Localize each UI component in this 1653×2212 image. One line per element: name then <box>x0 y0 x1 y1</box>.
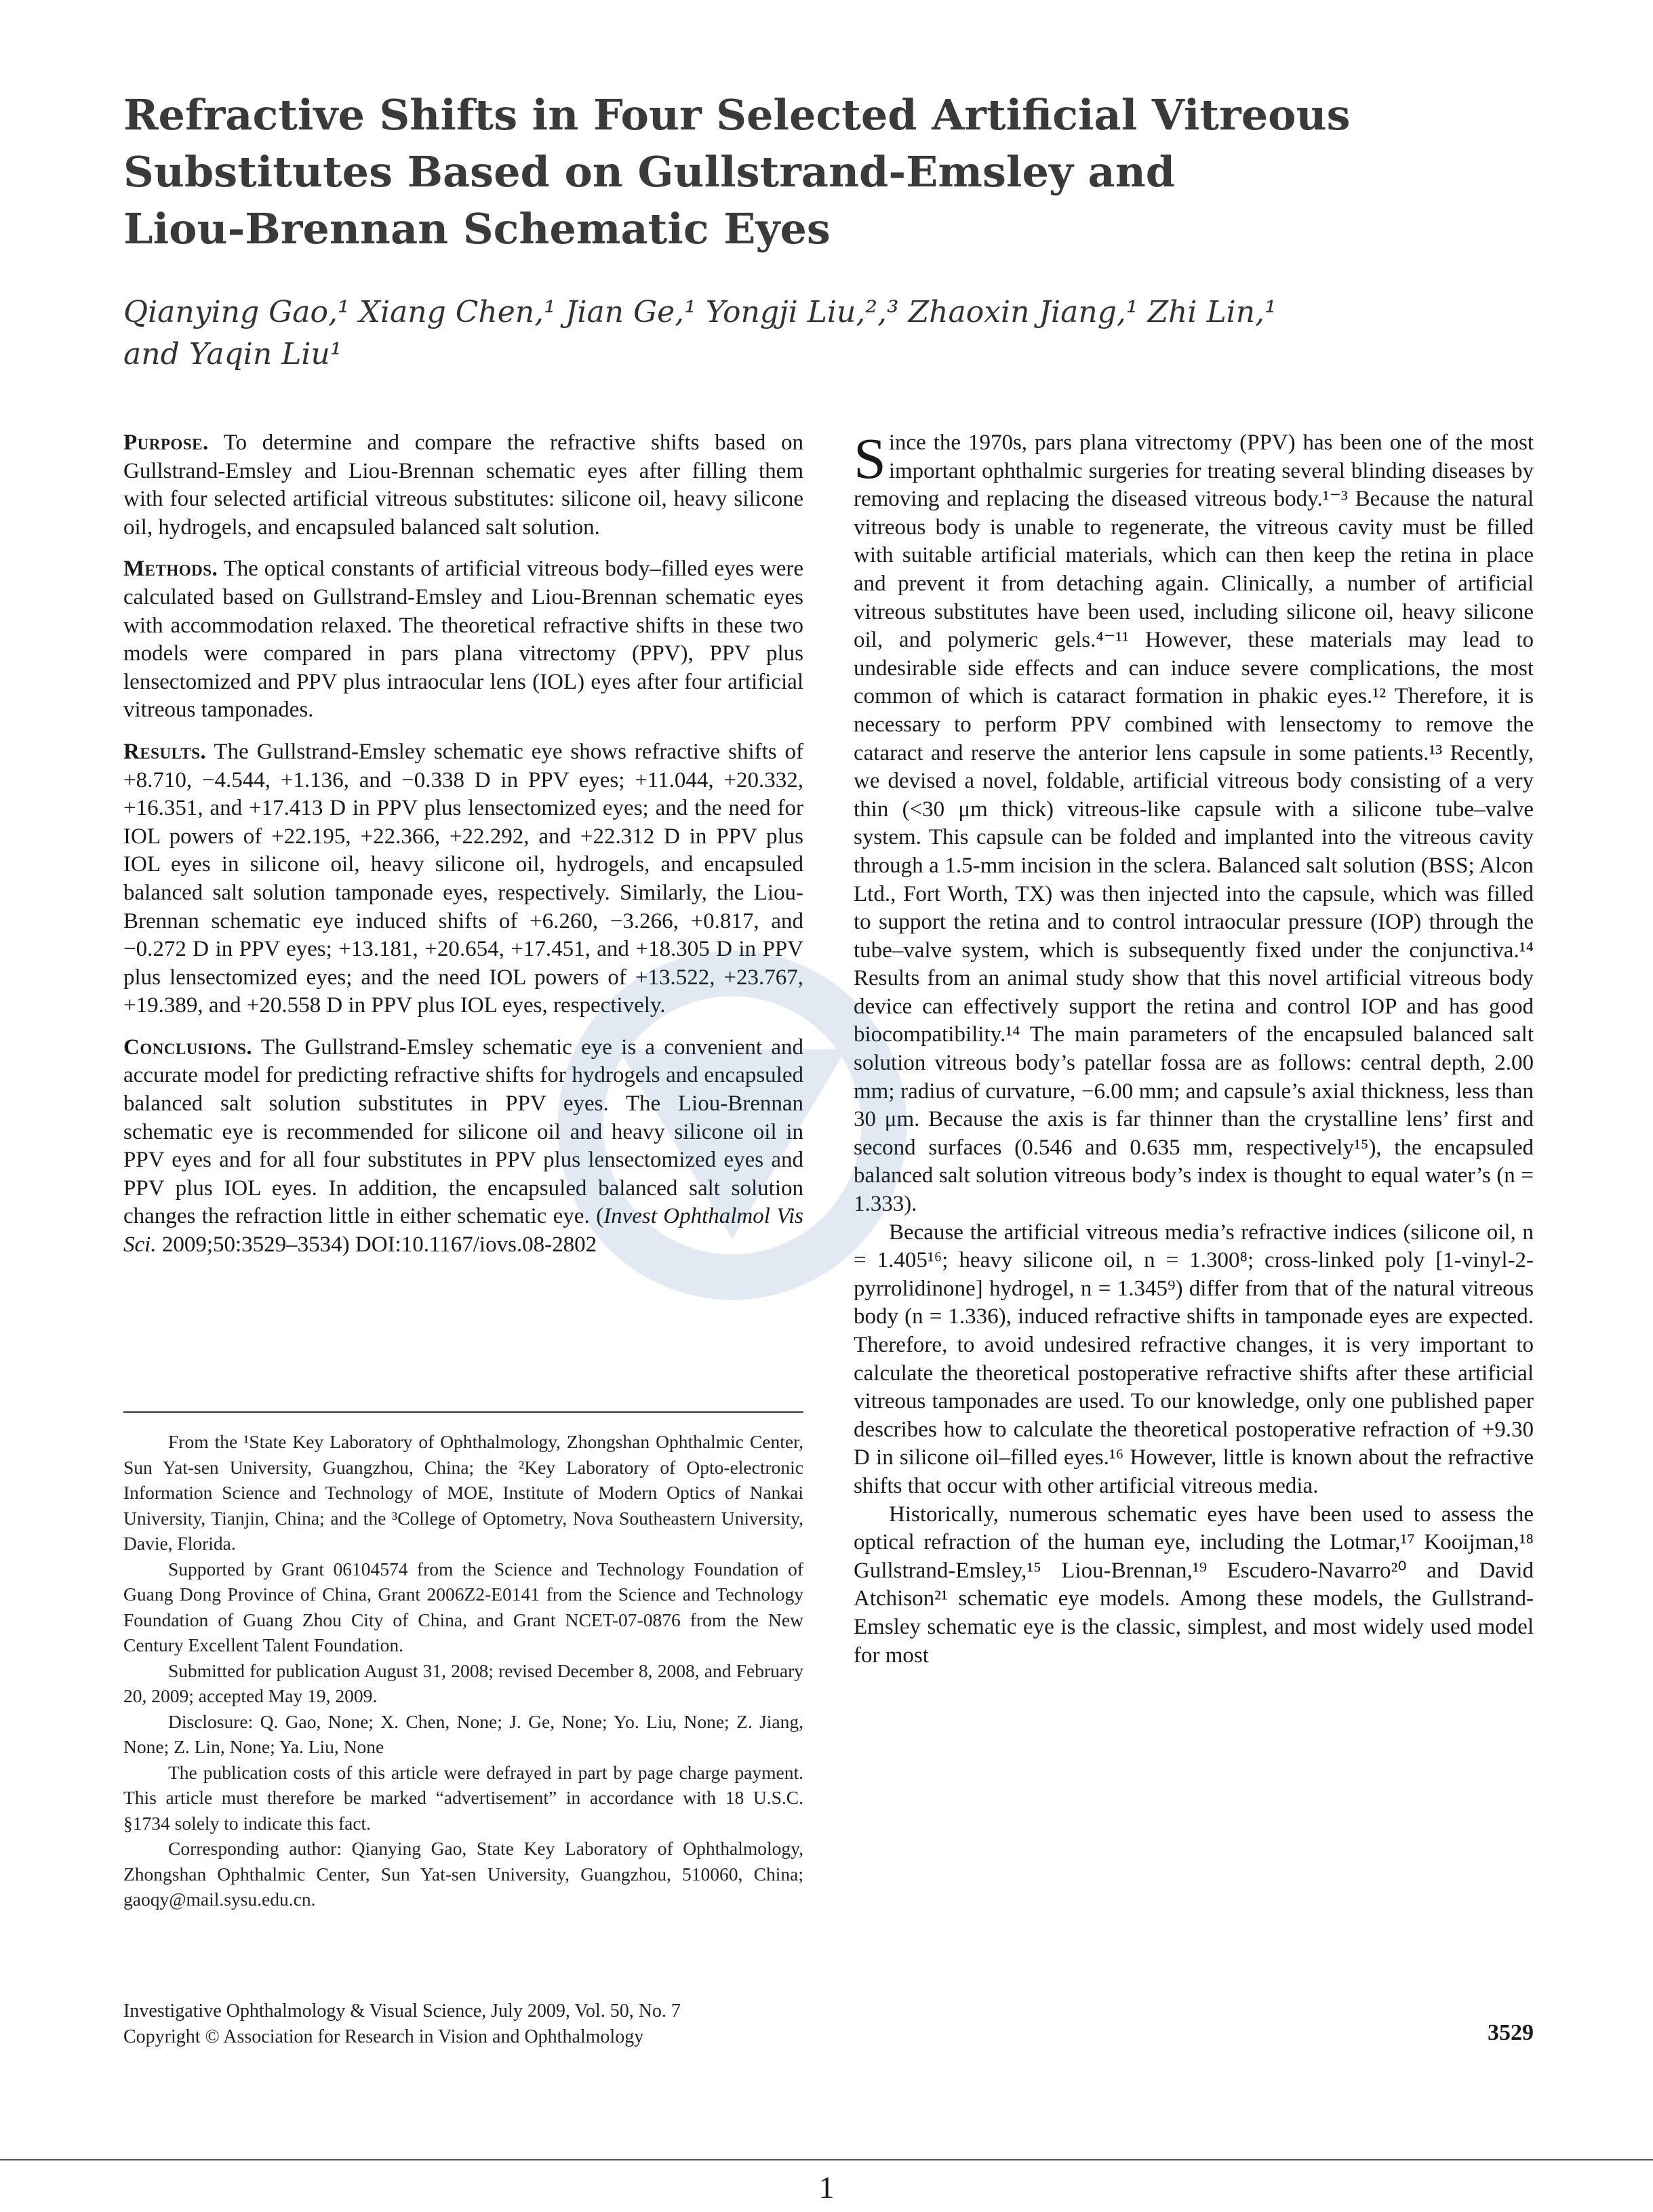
pdf-page-number: 1 <box>818 2170 835 2205</box>
conclusions-text: The Gullstrand-Emsley schematic eye is a convenient and accurate model for predicting refractive shifts for hydrogels and encapsuled balanced salt solution substitutes in PPV eyes. The Liou-Brennan schematic eye is recommended for silicone oil and heavy silicone oil in PPV eyes and for all four substitutes in PPV plus lensectomized eyes and PPV plus IOL eyes. In addition, the encapsuled balanced salt solution changes the refraction little in either schematic eye. ( <box>123 1034 803 1229</box>
footnote-corresponding-author: Corresponding author: Qianying Gao, State Key Laboratory of Ophthalmology, Zhongshan Ophthalmic Center, Sun Yat-sen University, Guangzhou, 510060, China; gaoqy@mail.sysu.edu.cn. <box>123 1838 803 1910</box>
journal-name: Investigative Ophthalmology & Visual Science, July 2009, Vol. 50, No. 7 <box>123 2000 681 2022</box>
purpose-label: Purpose. <box>123 430 209 455</box>
body-paragraph: Historically, numerous schematic eyes have been used to assess the optical refraction of the human eye, including the Lotmar,¹⁷ Kooijman,¹⁸ Gullstrand-Emsley,¹⁵ Liou-Brennan,¹⁹ Escudero-Navarro²⁰ and David Atchison²¹ schematic eye models. Among these models, the Gullstrand-Emsley schematic eye is the classic, simplest, and most widely used model for most <box>854 1502 1534 1668</box>
abstract-purpose <box>123 429 803 542</box>
viewer-page-divider <box>0 2159 1653 2160</box>
author-list <box>123 291 1547 376</box>
body-column <box>854 426 1534 1670</box>
page-number: 3529 <box>1488 2020 1534 2045</box>
abstract-methods <box>123 555 803 725</box>
title-line: Liou-Brennan Schematic Eyes <box>123 204 831 254</box>
methods-label: Methods. <box>123 557 218 582</box>
authors-line-2: and Yaqin Liu¹ <box>123 337 342 371</box>
copyright-notice: Copyright © Association for Research in Vision and Ophthalmology <box>123 2026 644 2047</box>
footnote-disclosure: Disclosure: Q. Gao, None; X. Chen, None; J. Ge, None; Yo. Liu, None; Z. Jiang, None; Z. Lin, None; Ya. Liu, None <box>123 1710 803 1757</box>
paragraph-text: ince the 1970s, pars plana vitrectomy (PPV) has been one of the most important ophthalmic surgeries for treating several blinding diseases by removing and replacing the diseased vitreous body.¹⁻³ Because the natural vitreous body is unable to regenerate, the vitreous cavity must be filled with suitable artificial materials, which can then keep the retina in place and prevent it from detaching again. Clinically, a number of artificial vitreous substitutes have been used, including silicone oil, heavy silicone oil, and polymeric gels.⁴⁻¹¹ However, these materials may lead to undesirable side effects and can induce severe complications, the most common of which is cataract formation in phakic eyes.¹² Therefore, it is necessary to perform PPV combined with lensectomy to remove the cataract and reserve the anterior lens capsule in some patients.¹³ Recently, we devised a novel, foldable, artificial vitreous body consisting of a very thin (<30 μm thick) vitreous-like capsule with a silicone tube–valve system. This capsule can be folded and implanted into the vitreous cavity through a 1.5-mm incision in the sclera. Balanced salt solution (BSS; Alcon Ltd., Fort Worth, TX) was then injected into the capsule, which was filled to support the retina and to control intraocular pressure (IOP) through the tube–valve system, which is subsequently fixed under the conjunctiva.¹⁴ Results from an animal study show that this novel artificial vitreous body device can effectively support the retina and control IOP and has good biocompatibility.¹⁴ The main parameters of the encapsuled balanced salt solution vitreous body’s patellar fossa are as follows: central depth, 2.00 mm; radius of curvature, −6.00 mm; and capsule’s axial thickness, less than 30 μm. Because the axis is far thinner than the crystalline lens’ first and second surfaces (0.546 and 0.635 mm, respectively¹⁵), the encapsuled balanced salt solution vitreous body’s index is thought to equal water’s (n = 1.333). <box>854 430 1534 1217</box>
conclusions-label: Conclusions. <box>123 1034 253 1060</box>
footnotes <box>123 1429 803 1912</box>
methods-text: The optical constants of artificial vitreous body–filled eyes were calculated based on Gullstrand-Emsley and Liou-Brennan schematic eyes with accommodation relaxed. The theoretical refractive shifts in these two models were compared in pars plana vitrectomy (PPV), PPV plus lensectomized and PPV plus intraocular lens (IOL) eyes after four artificial vitreous tamponades. <box>123 557 803 723</box>
body-paragraph <box>854 426 1534 1219</box>
citation-details: 2009;50:3529–3534) DOI:10.1167/iovs.08-2802 <box>156 1232 597 1258</box>
footnote-submitted: Submitted for publication August 31, 2008; revised December 8, 2008, and February 20, 2009; accepted May 19, 2009. <box>123 1660 803 1706</box>
authors-line-1: Qianying Gao,¹ Xiang Chen,¹ Jian Ge,¹ Yongji Liu,²,³ Zhaoxin Jiang,¹ Zhi Lin,¹ <box>123 295 1277 329</box>
abstract-conclusions <box>123 1034 803 1260</box>
journal-footer <box>123 1998 681 2050</box>
purpose-text: To determine and compare the refractive shifts based on Gullstrand-Emsley and Liou-Brennan schematic eyes after filling them with four selected artificial vitreous substitutes: silicone oil, heavy silicone oil, hydrogels, and encapsuled balanced salt solution. <box>123 430 803 540</box>
footnote-affiliations: From the ¹State Key Laboratory of Ophthalmology, Zhongshan Ophthalmic Center, Sun Yat-sen University, Guangzhou, China; the ²Key Laboratory of Opto-electronic Information Science and Technology of MOE, Institute of Modern Optics of Nankai University, Tianjin, China; and the ³College of Optometry, Nova Southeastern University, Davie, Florida. <box>123 1431 803 1554</box>
abstract <box>123 429 803 1273</box>
title-line: Substitutes Based on Gullstrand-Emsley and <box>123 147 1176 197</box>
citation-journal: Invest Ophthalmol Vis Sci. <box>123 1204 804 1258</box>
title-line: Refractive Shifts in Four Selected Artificial Vitreous <box>123 90 1351 140</box>
body-paragraph: Because the artificial vitreous media’s refractive indices (silicone oil, n = 1.405¹⁶; heavy silicone oil, n = 1.300⁸; cross-linked poly [1-vinyl-2-pyrrolidinone] hydrogel, n = 1.345⁹) differ from that of the natural vitreous body (n = 1.336), induced refractive shifts in tamponade eyes are expected. Therefore, to avoid undesired refractive changes, it is very important to calculate the theoretical postoperative refractive shifts after these artificial vitreous tamponades are used. To our knowledge, only one published paper describes how to calculate the theoretical postoperative refraction of +9.30 D in silicone oil–filled eyes.¹⁶ However, little is known about the refractive shifts that occur with other artificial vitreous media. <box>854 1220 1534 1498</box>
footnote-support: Supported by Grant 06104574 from the Science and Technology Foundation of Guang Dong Province of China, Grant 2006Z2-E0141 from the Science and Technology Foundation of Guang Zhou City of China, and Grant NCET-07-0876 from the New Century Excellent Talent Foundation. <box>123 1558 803 1655</box>
drop-cap: S <box>854 426 886 491</box>
footnote-divider <box>123 1411 803 1413</box>
footnote-publication-costs: The publication costs of this article were defrayed in part by page charge payment. This article must therefore be marked “advertisement” in accordance with 18 U.S.C. §1734 solely to indicate this fact. <box>123 1761 803 1834</box>
abstract-results <box>123 738 803 1020</box>
results-text: The Gullstrand-Emsley schematic eye shows refractive shifts of +8.710, −4.544, +1.136, and −0.338 D in PPV eyes; +11.044, +20.332, +16.351, and +17.413 D in PPV plus lensectomized eyes; and the need for IOL powers of +22.195, +22.366, +22.292, and +22.312 D in PPV plus IOL eyes in silicone oil, heavy silicone oil, hydrogels, and encapsuled balanced salt solution tamponade eyes, respectively. Similarly, the Liou-Brennan schematic eye induced shifts of +6.260, −3.266, +0.817, and −0.272 D in PPV eyes; +13.181, +20.654, +17.451, and +18.305 D in PPV plus lensectomized eyes; and the need IOL powers of +13.522, +23.767, +19.389, and +20.558 D in PPV plus IOL eyes, respectively. <box>123 739 803 1018</box>
article-title <box>123 87 1547 258</box>
results-label: Results. <box>123 739 207 764</box>
